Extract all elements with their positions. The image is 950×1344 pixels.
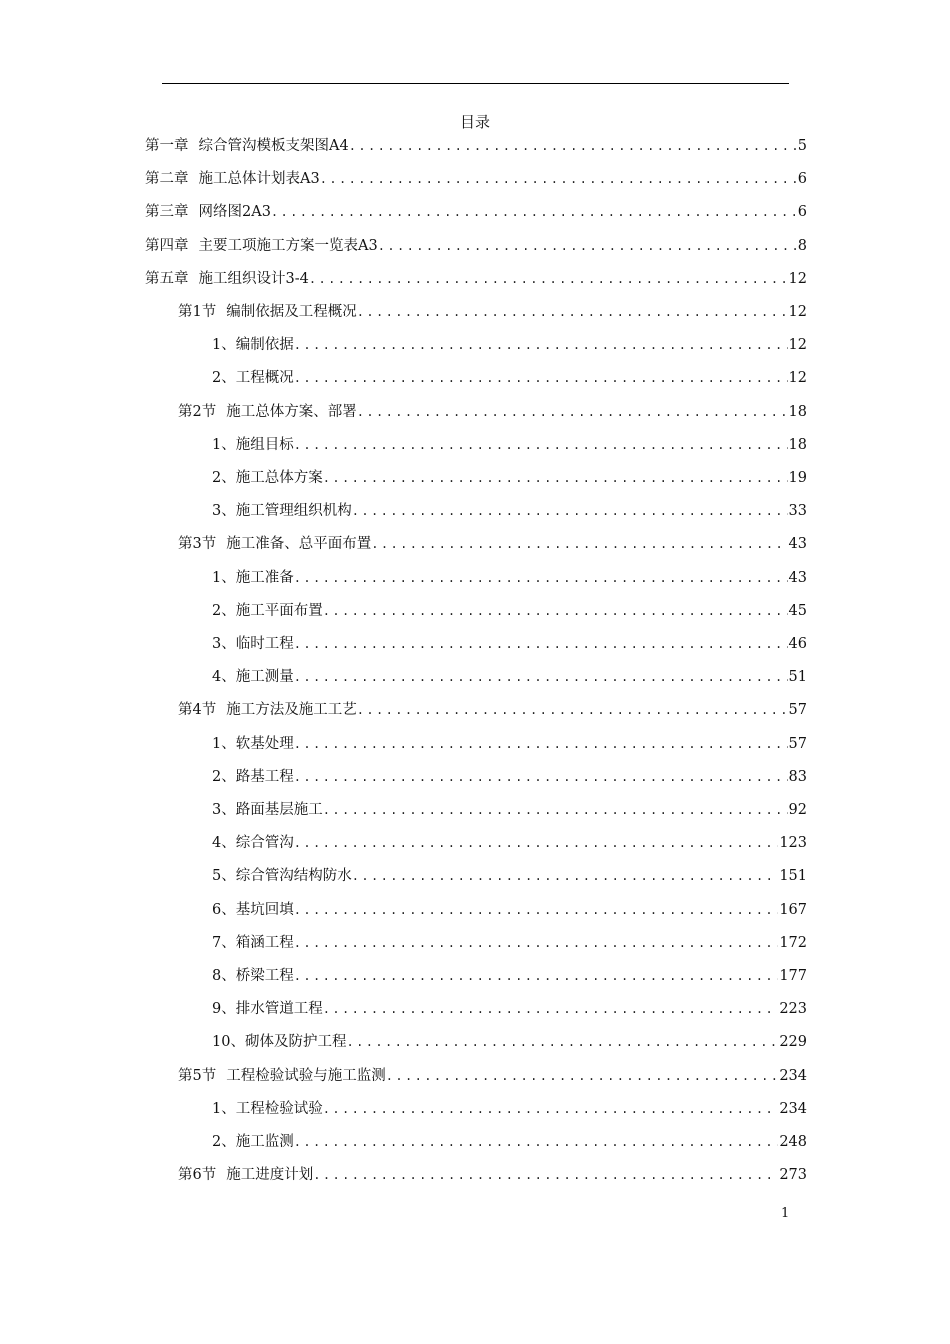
- toc-entry-number: 3、: [212, 503, 236, 520]
- toc-entry-page: 12: [788, 370, 807, 387]
- toc-dot-leader: [294, 766, 788, 788]
- toc-entry-page: 12: [788, 270, 807, 287]
- toc-dot-leader: [323, 1098, 779, 1120]
- toc-entry[interactable]: [178, 401, 807, 423]
- toc-entry[interactable]: [145, 268, 807, 290]
- toc-dot-leader: [294, 932, 779, 954]
- page-number: 1: [781, 1206, 790, 1221]
- toc-entry-text: 施工总体方案: [235, 470, 323, 486]
- toc-entry-page: 273: [779, 1167, 807, 1184]
- toc-entry[interactable]: [212, 367, 807, 389]
- toc-entry-number: 2、: [212, 470, 236, 486]
- toc-entry-text: 工程概况: [235, 370, 294, 387]
- toc-entry-number: 3、: [212, 636, 236, 652]
- toc-entry[interactable]: [212, 1098, 807, 1120]
- toc-entry-text: 施工方法及施工工艺: [226, 702, 357, 719]
- toc-entry[interactable]: [178, 301, 807, 323]
- toc-dot-leader: [294, 334, 788, 356]
- toc-entry-number: 2、: [212, 370, 236, 387]
- toc-entry-number: 第4节: [178, 702, 217, 719]
- toc-entry-page: 19: [788, 470, 807, 486]
- toc-entry[interactable]: [212, 1131, 807, 1153]
- toc-dot-leader: [294, 434, 788, 456]
- toc-entry-page: 43: [788, 536, 807, 553]
- toc-dot-leader: [352, 500, 788, 522]
- toc-entry-page: 6: [797, 171, 807, 188]
- toc-dot-leader: [271, 201, 797, 223]
- toc-entry-page: 229: [779, 1034, 807, 1051]
- toc-entry-page: 83: [788, 768, 807, 785]
- toc-entry[interactable]: [212, 832, 807, 854]
- toc-entry-page: 177: [779, 968, 807, 984]
- toc-dot-leader: [294, 567, 788, 589]
- toc-entry-text: 施工管理组织机构: [235, 503, 352, 520]
- toc-entry[interactable]: [178, 533, 807, 555]
- toc-entry-text: 砌体及防护工程: [244, 1034, 347, 1051]
- toc-entry-text: 施工监测: [235, 1134, 294, 1150]
- toc-entry-number: 1、: [212, 735, 236, 752]
- toc-entry[interactable]: [178, 1164, 807, 1186]
- toc-dot-leader: [386, 1065, 779, 1087]
- toc-entry-text: 基坑回填: [235, 901, 294, 918]
- toc-entry-page: 8: [797, 237, 807, 254]
- toc-entry-number: 第1节: [178, 304, 217, 320]
- toc-entry-text: 施工组织设计3-4: [198, 270, 309, 287]
- toc-entry-number: 第3节: [178, 536, 217, 553]
- toc-entry-text: 施工总体计划表A3: [198, 171, 320, 188]
- toc-entry-number: 1、: [212, 337, 236, 354]
- toc-dot-leader: [352, 865, 779, 887]
- toc-entry[interactable]: [212, 766, 807, 788]
- toc-dot-leader: [346, 1031, 778, 1053]
- toc-entry[interactable]: [212, 334, 807, 356]
- toc-entry-page: 57: [788, 735, 807, 752]
- toc-entry-page: 248: [779, 1134, 807, 1150]
- toc-dot-leader: [323, 467, 788, 489]
- toc-entry-page: 12: [788, 337, 807, 354]
- toc-entry-text: 施工准备、总平面布置: [226, 536, 372, 553]
- toc-dot-leader: [294, 633, 788, 655]
- toc-entry-number: 4、: [212, 669, 236, 686]
- toc-entry-text: 施工总体方案、部署: [226, 403, 357, 420]
- toc-dot-leader: [294, 666, 788, 688]
- toc-entry-page: 45: [788, 602, 807, 619]
- toc-entry-text: 编制依据及工程概况: [226, 304, 357, 320]
- toc-entry-text: 临时工程: [235, 636, 294, 652]
- toc-dot-leader: [323, 799, 788, 821]
- toc-dot-leader: [294, 965, 779, 987]
- toc-entry-text: 施组目标: [235, 436, 294, 453]
- toc-entry-page: 43: [788, 569, 807, 586]
- toc-entry-text: 施工平面布置: [235, 602, 323, 619]
- toc-dot-leader: [357, 401, 788, 423]
- toc-entry-number: 第6节: [178, 1167, 217, 1184]
- toc-entry[interactable]: [212, 434, 807, 456]
- toc-entry-text: 软基处理: [235, 735, 294, 752]
- toc-dot-leader: [313, 1164, 778, 1186]
- toc-entry[interactable]: [212, 899, 807, 921]
- toc-entry[interactable]: [178, 1065, 807, 1087]
- toc-dot-leader: [294, 733, 788, 755]
- toc-dot-leader: [294, 367, 788, 389]
- toc-entry[interactable]: [212, 666, 807, 688]
- toc-entry-number: 7、: [212, 934, 236, 951]
- toc-entry-page: 51: [788, 669, 807, 686]
- toc-entry[interactable]: [212, 1031, 807, 1053]
- toc-entry-text: 工程检验试验: [235, 1100, 323, 1117]
- toc-entry-number: 6、: [212, 901, 236, 918]
- toc-entry-text: 主要工项施工方案一览表A3: [198, 237, 378, 254]
- toc-entry-number: 2、: [212, 768, 236, 785]
- toc-entry-page: 234: [779, 1067, 807, 1084]
- toc-entry-number: 5、: [212, 868, 236, 885]
- toc-dot-leader: [323, 998, 779, 1020]
- toc-entry-text: 路面基层施工: [235, 802, 323, 818]
- toc-entry[interactable]: [212, 965, 807, 987]
- toc-entry-text: 综合管沟模板支架图A4: [198, 138, 349, 154]
- toc-entry-text: 编制依据: [235, 337, 294, 354]
- toc-entry-number: 第二章: [145, 171, 189, 188]
- toc-entry-number: 第2节: [178, 403, 217, 420]
- toc-entry-number: 1、: [212, 1100, 236, 1117]
- toc-entry-page: 234: [779, 1100, 807, 1117]
- toc-entry-page: 151: [779, 868, 807, 885]
- toc-entry-number: 第四章: [145, 237, 189, 254]
- toc-entry[interactable]: [212, 500, 807, 522]
- toc-entry[interactable]: [212, 567, 807, 589]
- toc-entry-page: 18: [788, 403, 807, 420]
- toc-entry-number: 3、: [212, 802, 236, 818]
- toc-entry-page: 5: [797, 138, 807, 154]
- toc-entry-page: 46: [788, 636, 807, 652]
- toc-entry-text: 施工进度计划: [226, 1167, 314, 1184]
- toc-entry[interactable]: [145, 201, 807, 223]
- toc-entry-text: 路基工程: [235, 768, 294, 785]
- toc-entry[interactable]: [212, 733, 807, 755]
- toc-entry[interactable]: [212, 600, 807, 622]
- toc-entry-number: 第五章: [145, 270, 189, 287]
- toc-title: 目录: [459, 113, 490, 131]
- toc-entry-number: 10、: [212, 1034, 245, 1051]
- toc-entry-number: 第一章: [145, 138, 189, 154]
- toc-dot-leader: [320, 168, 797, 190]
- toc-entry[interactable]: [212, 799, 807, 821]
- toc-entry-text: 箱涵工程: [235, 934, 294, 951]
- toc-entry-number: 2、: [212, 602, 236, 619]
- toc-entry-text: 桥梁工程: [235, 968, 294, 984]
- header-rule: [162, 83, 789, 84]
- toc-entry-text: 施工测量: [235, 669, 294, 686]
- toc-entry-page: 18: [788, 436, 807, 453]
- toc-dot-leader: [378, 235, 797, 257]
- toc-entry-page: 57: [788, 702, 807, 719]
- toc-entry-page: 167: [779, 901, 807, 918]
- toc-entry[interactable]: [212, 932, 807, 954]
- toc-entry-number: 4、: [212, 835, 236, 852]
- toc-dot-leader: [323, 600, 788, 622]
- toc-entry-page: 33: [788, 503, 807, 520]
- toc-dot-leader: [349, 135, 797, 157]
- toc-entry-page: 223: [779, 1001, 807, 1018]
- toc-entry[interactable]: [145, 235, 807, 257]
- toc-dot-leader: [357, 699, 788, 721]
- toc-entry-number: 第三章: [145, 204, 189, 221]
- toc-entry-text: 网络图2A3: [198, 204, 271, 221]
- toc-dot-leader: [294, 899, 779, 921]
- toc-dot-leader: [371, 533, 787, 555]
- toc-entry[interactable]: [212, 467, 807, 489]
- toc-entry-number: 2、: [212, 1134, 236, 1150]
- toc-entry-page: 6: [797, 204, 807, 221]
- toc-dot-leader: [309, 268, 788, 290]
- toc-entry-page: 123: [779, 835, 807, 852]
- toc-dot-leader: [357, 301, 788, 323]
- toc-dot-leader: [294, 832, 779, 854]
- toc-entry-number: 第5节: [178, 1067, 217, 1084]
- toc-entry[interactable]: [178, 699, 807, 721]
- toc-entry-text: 排水管道工程: [235, 1001, 323, 1018]
- toc-entry-page: 172: [779, 934, 807, 951]
- toc-entry[interactable]: [212, 865, 807, 887]
- toc-entry-number: 1、: [212, 436, 236, 453]
- toc-entry-page: 92: [788, 802, 807, 818]
- toc-entry-number: 9、: [212, 1001, 236, 1018]
- toc-entry[interactable]: [212, 998, 807, 1020]
- toc-entry-text: 工程检验试验与施工监测: [226, 1067, 386, 1084]
- toc-entry-text: 综合管沟结构防水: [235, 868, 352, 885]
- toc-entry[interactable]: [212, 633, 807, 655]
- toc-entry-text: 施工准备: [235, 569, 294, 586]
- toc-entry-number: 1、: [212, 569, 236, 586]
- toc-entry-page: 12: [788, 304, 807, 320]
- toc-dot-leader: [294, 1131, 779, 1153]
- toc-entry-text: 综合管沟: [235, 835, 294, 852]
- toc-entry[interactable]: [145, 168, 807, 190]
- toc-entry[interactable]: [145, 135, 807, 157]
- toc-entry-number: 8、: [212, 968, 236, 984]
